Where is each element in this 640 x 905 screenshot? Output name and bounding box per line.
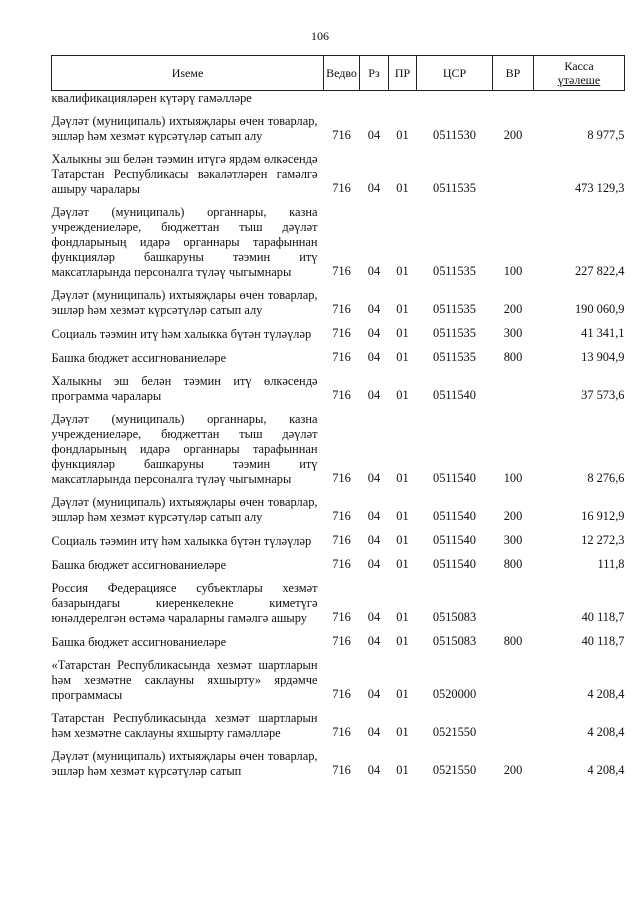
row-pr: 01 (396, 302, 409, 316)
row-rz: 04 (367, 509, 381, 523)
row-rz: 04 (367, 763, 381, 777)
row-name: Дәүләт (муниципаль) ихтыяҗлары өчен товарлар, эшләр һәм хезмәт күрсәтүләр сатып алу (51, 288, 318, 317)
row-ved (324, 91, 360, 107)
row-pr: 01 (396, 388, 409, 402)
row-name: Дәүләт (муниципаль) органнары, казна учреждениеләре, бюджеттан тыш дәүләт фондларының идарә органнары тарафыннан функцияләр башкаруны тәэмин итү максатларында персоналга түләү чыгымнары (51, 412, 318, 486)
table-row (52, 650, 625, 703)
row-name: Халыкны эш белән тәэмин итү өлкәсендә программа чаралары (51, 374, 318, 403)
table-row (52, 144, 625, 197)
row-csr: 0511530 (433, 128, 476, 142)
table-row (52, 703, 625, 741)
row-vr: 800 (503, 350, 523, 364)
row-pr: 01 (396, 264, 409, 278)
row-pr (389, 91, 417, 107)
row-pr: 01 (396, 634, 409, 648)
row-rz: 04 (367, 388, 381, 402)
header-csr: ЦСР (417, 56, 493, 91)
row-pr: 01 (396, 350, 409, 364)
row-vr (493, 573, 534, 626)
header-sum (534, 56, 625, 91)
row-sum: 16 912,9 (581, 509, 625, 523)
row-vr: 200 (503, 302, 523, 316)
row-sum: 473 129,3 (574, 181, 625, 195)
table-row (52, 487, 625, 525)
row-ved: 716 (332, 687, 351, 701)
page-number: 106 (311, 29, 329, 43)
row-name: Халыкны эш белән тәэмин итүгә ярдәм өлкәсендә Татарстан Республикасы вәкаләтләрен гамәлгә ашыру чаралары (51, 152, 318, 196)
row-sum (534, 91, 625, 107)
row-csr: 0515083 (432, 634, 477, 648)
row-rz: 04 (367, 350, 381, 364)
row-rz: 04 (367, 181, 381, 195)
row-sum: 12 272,3 (581, 533, 625, 547)
row-name: Россия Федерациясе субъектлары хезмәт базарындагы киеренкелекне киметүгә юнәлдерелгән өстәмә чараларны гамәлгә ашыру (51, 581, 318, 625)
table-row (52, 525, 625, 549)
row-vr: 800 (503, 634, 523, 648)
row-sum: 41 341,1 (581, 326, 625, 340)
row-name: Башка бюджет ассигнованиеләре (51, 351, 227, 365)
row-vr: 200 (503, 763, 523, 777)
row-name: Дәүләт (муниципаль) органнары, казна учреждениеләре, бюджеттан тыш дәүләт фондларының идарә органнары тарафыннан функцияләр башкаруны тәэмин итү максатларында персоналга түләү чыгымнары (51, 205, 318, 279)
row-vr (493, 144, 534, 197)
row-sum: 8 977,5 (587, 128, 625, 142)
row-sum: 227 822,4 (574, 264, 625, 278)
header-sum-line2: үтәлеше (557, 73, 601, 87)
row-sum: 111,8 (597, 557, 625, 571)
row-sum: 8 276,6 (587, 471, 625, 485)
row-ved: 716 (332, 302, 351, 316)
row-name: Башка бюджет ассигнованиеләре (51, 635, 227, 649)
row-pr: 01 (396, 725, 409, 739)
row-sum: 40 118,7 (581, 634, 625, 648)
row-pr: 01 (396, 509, 409, 523)
row-csr: 0521550 (432, 725, 477, 739)
row-vr: 200 (503, 128, 523, 142)
row-ved: 716 (332, 181, 351, 195)
row-sum: 190 060,9 (574, 302, 625, 316)
row-ved: 716 (332, 264, 351, 278)
row-pr: 01 (396, 181, 409, 195)
row-name: Социаль тәэмин итү һәм халыкка бүтән түләүләр (51, 534, 312, 548)
row-name: Социаль тәэмин итү һәм халыкка бүтән түләүләр (51, 327, 312, 341)
header-vr: ВР (493, 56, 534, 91)
table-row (52, 342, 625, 366)
row-name: Дәүләт (муниципаль) ихтыяҗлары өчен товарлар, эшләр һәм хезмәт күрсәтүләр сатып (51, 749, 318, 778)
row-rz: 04 (367, 533, 381, 547)
row-pr: 01 (396, 687, 409, 701)
row-rz: 04 (367, 610, 381, 624)
table-row (52, 280, 625, 318)
row-sum: 37 573,6 (581, 388, 625, 402)
row-ved: 716 (332, 326, 351, 340)
row-rz: 04 (367, 557, 381, 571)
row-csr: 0511540 (433, 509, 476, 523)
row-csr: 0511535 (433, 181, 476, 195)
row-ved: 716 (332, 763, 351, 777)
row-vr: 100 (503, 264, 523, 278)
row-rz: 04 (367, 302, 381, 316)
row-ved: 716 (332, 471, 351, 485)
row-csr: 0511535 (433, 350, 476, 364)
row-pr: 01 (396, 763, 409, 777)
header-rz: Рз (360, 56, 389, 91)
row-ved: 716 (332, 128, 351, 142)
row-rz: 04 (367, 128, 381, 142)
row-sum: 4 208,4 (587, 687, 625, 701)
row-vr (493, 91, 534, 107)
table-row (52, 404, 625, 487)
table-header (52, 56, 625, 91)
row-csr: 0511535 (433, 302, 476, 316)
row-rz: 04 (367, 264, 381, 278)
row-ved: 716 (332, 610, 351, 624)
row-vr (493, 650, 534, 703)
row-csr: 0520000 (432, 687, 477, 701)
row-pr: 01 (396, 533, 409, 547)
table-body (52, 91, 625, 780)
row-sum: 13 904,9 (581, 350, 625, 364)
row-rz: 04 (367, 725, 381, 739)
row-vr: 200 (503, 509, 523, 523)
table-row (52, 106, 625, 144)
row-pr: 01 (396, 128, 409, 142)
row-ved: 716 (332, 533, 351, 547)
row-name: Дәүләт (муниципаль) ихтыяҗлары өчен товарлар, эшләр һәм хезмәт күрсәтүләр сатып алу (51, 114, 318, 143)
row-csr (417, 91, 493, 107)
row-vr: 300 (503, 533, 523, 547)
row-vr (493, 703, 534, 741)
row-ved: 716 (332, 388, 351, 402)
table-row (52, 741, 625, 779)
row-csr: 0521550 (432, 763, 477, 777)
row-csr: 0511535 (433, 326, 476, 340)
table-row (52, 549, 625, 573)
row-ved: 716 (332, 509, 351, 523)
row-name: Дәүләт (муниципаль) ихтыяҗлары өчен товарлар, эшләр һәм хезмәт күрсәтүләр сатып алу (51, 495, 318, 524)
table-row (52, 197, 625, 280)
row-sum: 4 208,4 (587, 725, 625, 739)
row-rz: 04 (367, 687, 381, 701)
row-rz: 04 (367, 471, 381, 485)
row-name: Башка бюджет ассигнованиеләре (51, 558, 227, 572)
row-csr: 0511540 (433, 533, 476, 547)
row-ved: 716 (332, 725, 351, 739)
row-pr: 01 (396, 471, 409, 485)
header-sum-line1: Касса (564, 59, 594, 73)
header-name: Иseме (52, 56, 324, 91)
table-row (52, 573, 625, 626)
row-vr (493, 366, 534, 404)
row-sum: 4 208,4 (587, 763, 625, 777)
table-row (52, 91, 625, 107)
header-ved: Ведво (324, 56, 360, 91)
row-vr: 800 (503, 557, 523, 571)
row-sum: 40 118,7 (581, 610, 625, 624)
row-ved: 716 (332, 557, 351, 571)
row-vr: 300 (503, 326, 523, 340)
row-pr: 01 (396, 557, 409, 571)
row-name: Татарстан Республикасында хезмәт шартларын һәм хезмәтне саклауны яхшырту гамәлләре (51, 711, 318, 740)
row-csr: 0515083 (432, 610, 477, 624)
table-row (52, 626, 625, 650)
row-vr: 100 (503, 471, 523, 485)
row-ved: 716 (332, 350, 351, 364)
table-row (52, 318, 625, 342)
row-rz: 04 (367, 326, 381, 340)
header-pr: ПР (389, 56, 417, 91)
row-ved: 716 (332, 634, 351, 648)
row-rz: 04 (367, 634, 381, 648)
row-csr: 0511540 (433, 471, 476, 485)
row-name: «Татарстан Республикасында хезмәт шартларын һәм хезмәтне саклауны яхшырту» ярдәмче программасы (51, 658, 318, 702)
row-pr: 01 (396, 326, 409, 340)
row-pr: 01 (396, 610, 409, 624)
table-row (52, 366, 625, 404)
row-csr: 0511535 (433, 264, 476, 278)
row-csr: 0511540 (433, 557, 476, 571)
row-rz (360, 91, 389, 107)
row-csr: 0511540 (433, 388, 476, 402)
budget-table (51, 55, 625, 779)
row-name: квалификацияләрен күтәрү гамәлләре (51, 91, 252, 105)
